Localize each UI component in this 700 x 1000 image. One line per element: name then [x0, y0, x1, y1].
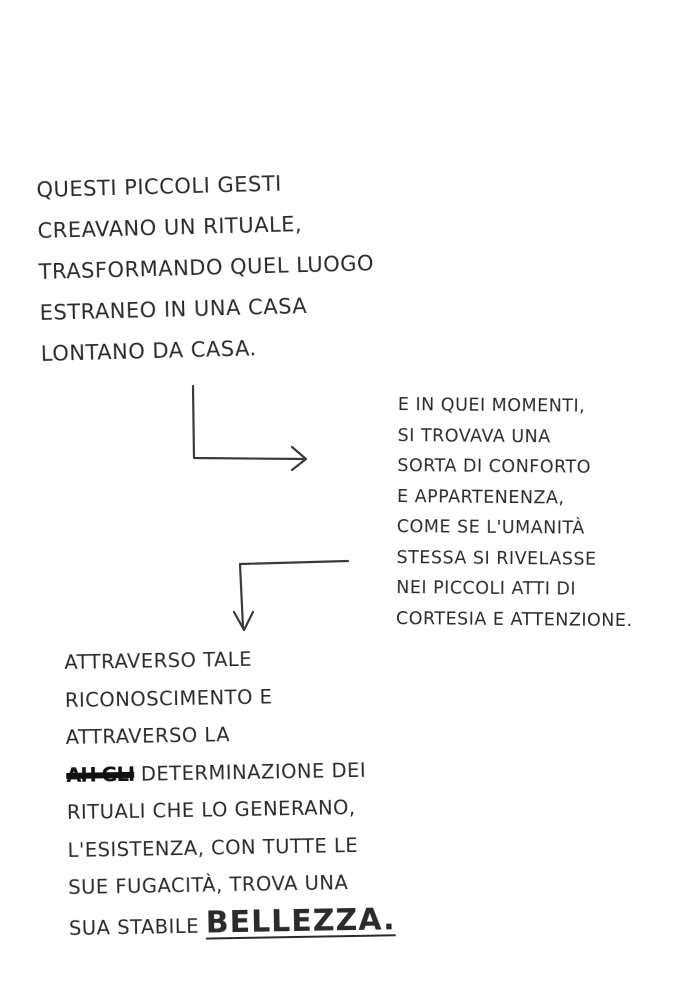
note-line: QUESTI PICCOLI GESTI [36, 171, 283, 202]
note-line: SORTA DI CONFORTO [397, 455, 592, 478]
note-line: RICONOSCIMENTO E [64, 684, 273, 712]
note-line: NEI PICCOLI ATTI DI [396, 577, 577, 600]
emphasized-word: BELLEZZA. [205, 901, 396, 941]
note-line: CORTESIA E ATTENZIONE. [395, 608, 633, 631]
note-line: ESTRANEO IN UNA CASA [39, 293, 308, 325]
note-line: CREAVANO UN RITUALE, [37, 212, 303, 243]
note-line: LONTANO DA CASA. [40, 336, 257, 366]
note-line-rest: DETERMINAZIONE DEI [140, 758, 367, 786]
note-line: ATTRAVERSO TALE [64, 647, 253, 674]
note-line: E APPARTENENZA, [396, 486, 565, 508]
note-line: COME SE L'UMANITÀ [396, 516, 585, 539]
note-line: RITUALI CHE LO GENERANO, [66, 795, 356, 824]
note-line: ATTRAVERSO LA [65, 723, 231, 749]
note-line-final [69, 901, 396, 947]
note-line-prefix: SUA STABILE [68, 914, 200, 940]
note-line: SI TROVAVA UNA [397, 425, 551, 447]
crossed-out-text: AH GLI [66, 762, 135, 787]
note-line-with-strikethrough [66, 751, 393, 794]
note-line: SUE FUGACITÀ, TROVA UNA [68, 871, 349, 899]
note-line: TRASFORMANDO QUEL LUOGO [38, 251, 375, 284]
note-line: E IN QUEI MOMENTI, [397, 394, 586, 417]
note-block-conclusion [64, 638, 396, 947]
note-line: STESSA SI RIVELASSE [396, 547, 597, 570]
note-line: L'ESISTENZA, CON TUTTE LE [67, 833, 359, 862]
